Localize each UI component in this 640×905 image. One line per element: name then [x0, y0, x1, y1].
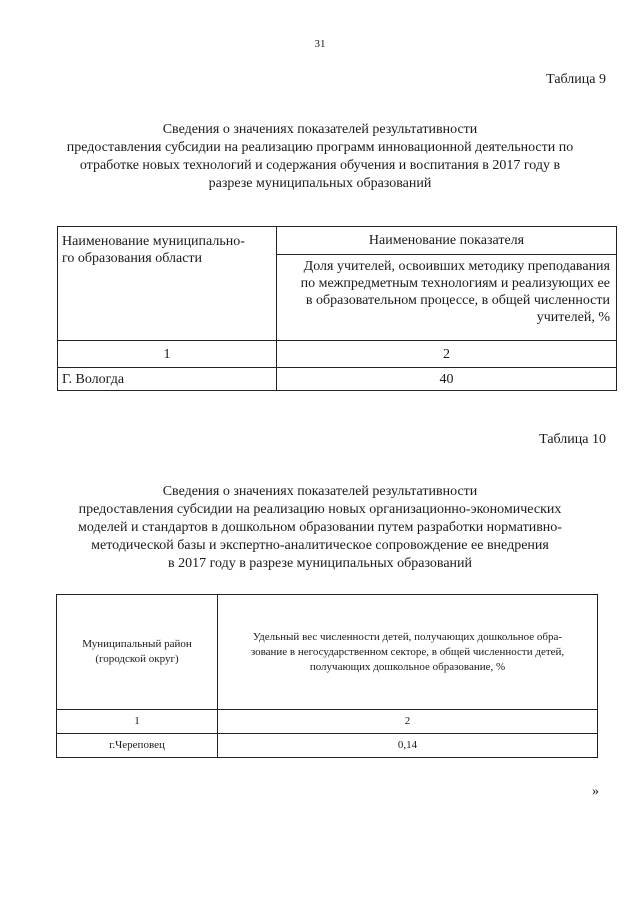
indicator-line: Доля учителей, освоивших методику преподавания — [303, 259, 610, 275]
column-number: 1 — [57, 710, 218, 734]
indicator-line: Удельный вес численности детей, получающих дошкольное обра- — [252, 630, 563, 643]
header-line: Муниципальный район — [82, 638, 192, 650]
indicator-description — [277, 255, 617, 341]
district-name: г.Череповец — [57, 734, 218, 758]
table-10-caption: Таблица 10 — [539, 432, 606, 447]
title-line: отработке новых технологий и содержания обучения и воспитания в 2017 году в — [79, 158, 561, 173]
table-10 — [56, 594, 598, 758]
header-line: го образования области — [62, 251, 203, 266]
title-line: методической базы и экспертно-аналитическое сопровождение ее внедрения — [91, 538, 549, 553]
title-line: Сведения о значениях показателей результативности — [162, 122, 478, 137]
column-header-municipality — [58, 227, 277, 341]
closing-quote: » — [592, 784, 599, 799]
indicator-line: получающих дошкольное образование, % — [309, 660, 506, 673]
header-line: (городской округ) — [95, 653, 179, 665]
column-header-district — [57, 595, 218, 710]
indicator-description — [218, 595, 598, 710]
title-line: моделей и стандартов в дошкольном образовании путем разработки нормативно- — [78, 520, 562, 535]
indicator-value: 0,14 — [218, 734, 598, 758]
table-row — [57, 734, 598, 758]
indicator-line: учителей, % — [536, 310, 610, 326]
column-number: 2 — [218, 710, 598, 734]
header-line: Наименование муниципально- — [62, 234, 245, 249]
indicator-value: 40 — [277, 368, 617, 391]
table-9-caption: Таблица 9 — [546, 72, 606, 87]
column-header-indicator: Наименование показателя — [277, 227, 617, 255]
indicator-line: зование в негосударственном секторе, в общей численности детей, — [250, 645, 565, 658]
table-row — [58, 368, 617, 391]
table-9-title — [40, 121, 600, 193]
title-line: Сведения о значениях показателей результативности — [162, 484, 478, 499]
column-number: 1 — [58, 341, 277, 368]
column-number-row — [58, 341, 617, 368]
title-line: в 2017 году в разрезе муниципальных образований — [167, 556, 473, 571]
indicator-line: по межпредметным технологиям и реализующих ее — [300, 276, 610, 292]
column-number: 2 — [277, 341, 617, 368]
table-10-title — [40, 483, 600, 573]
table-9 — [57, 226, 617, 391]
indicator-line: в образовательном процессе, в общей численности — [305, 293, 610, 309]
column-number-row — [57, 710, 598, 734]
municipality-name: Г. Вологда — [58, 368, 277, 391]
title-line: предоставления субсидии на реализацию новых организационно-экономических — [78, 502, 562, 517]
page-number: 31 — [314, 38, 326, 50]
title-line: разрезе муниципальных образований — [208, 176, 432, 191]
title-line: предоставления субсидии на реализацию программ инновационной деятельности по — [66, 140, 574, 155]
